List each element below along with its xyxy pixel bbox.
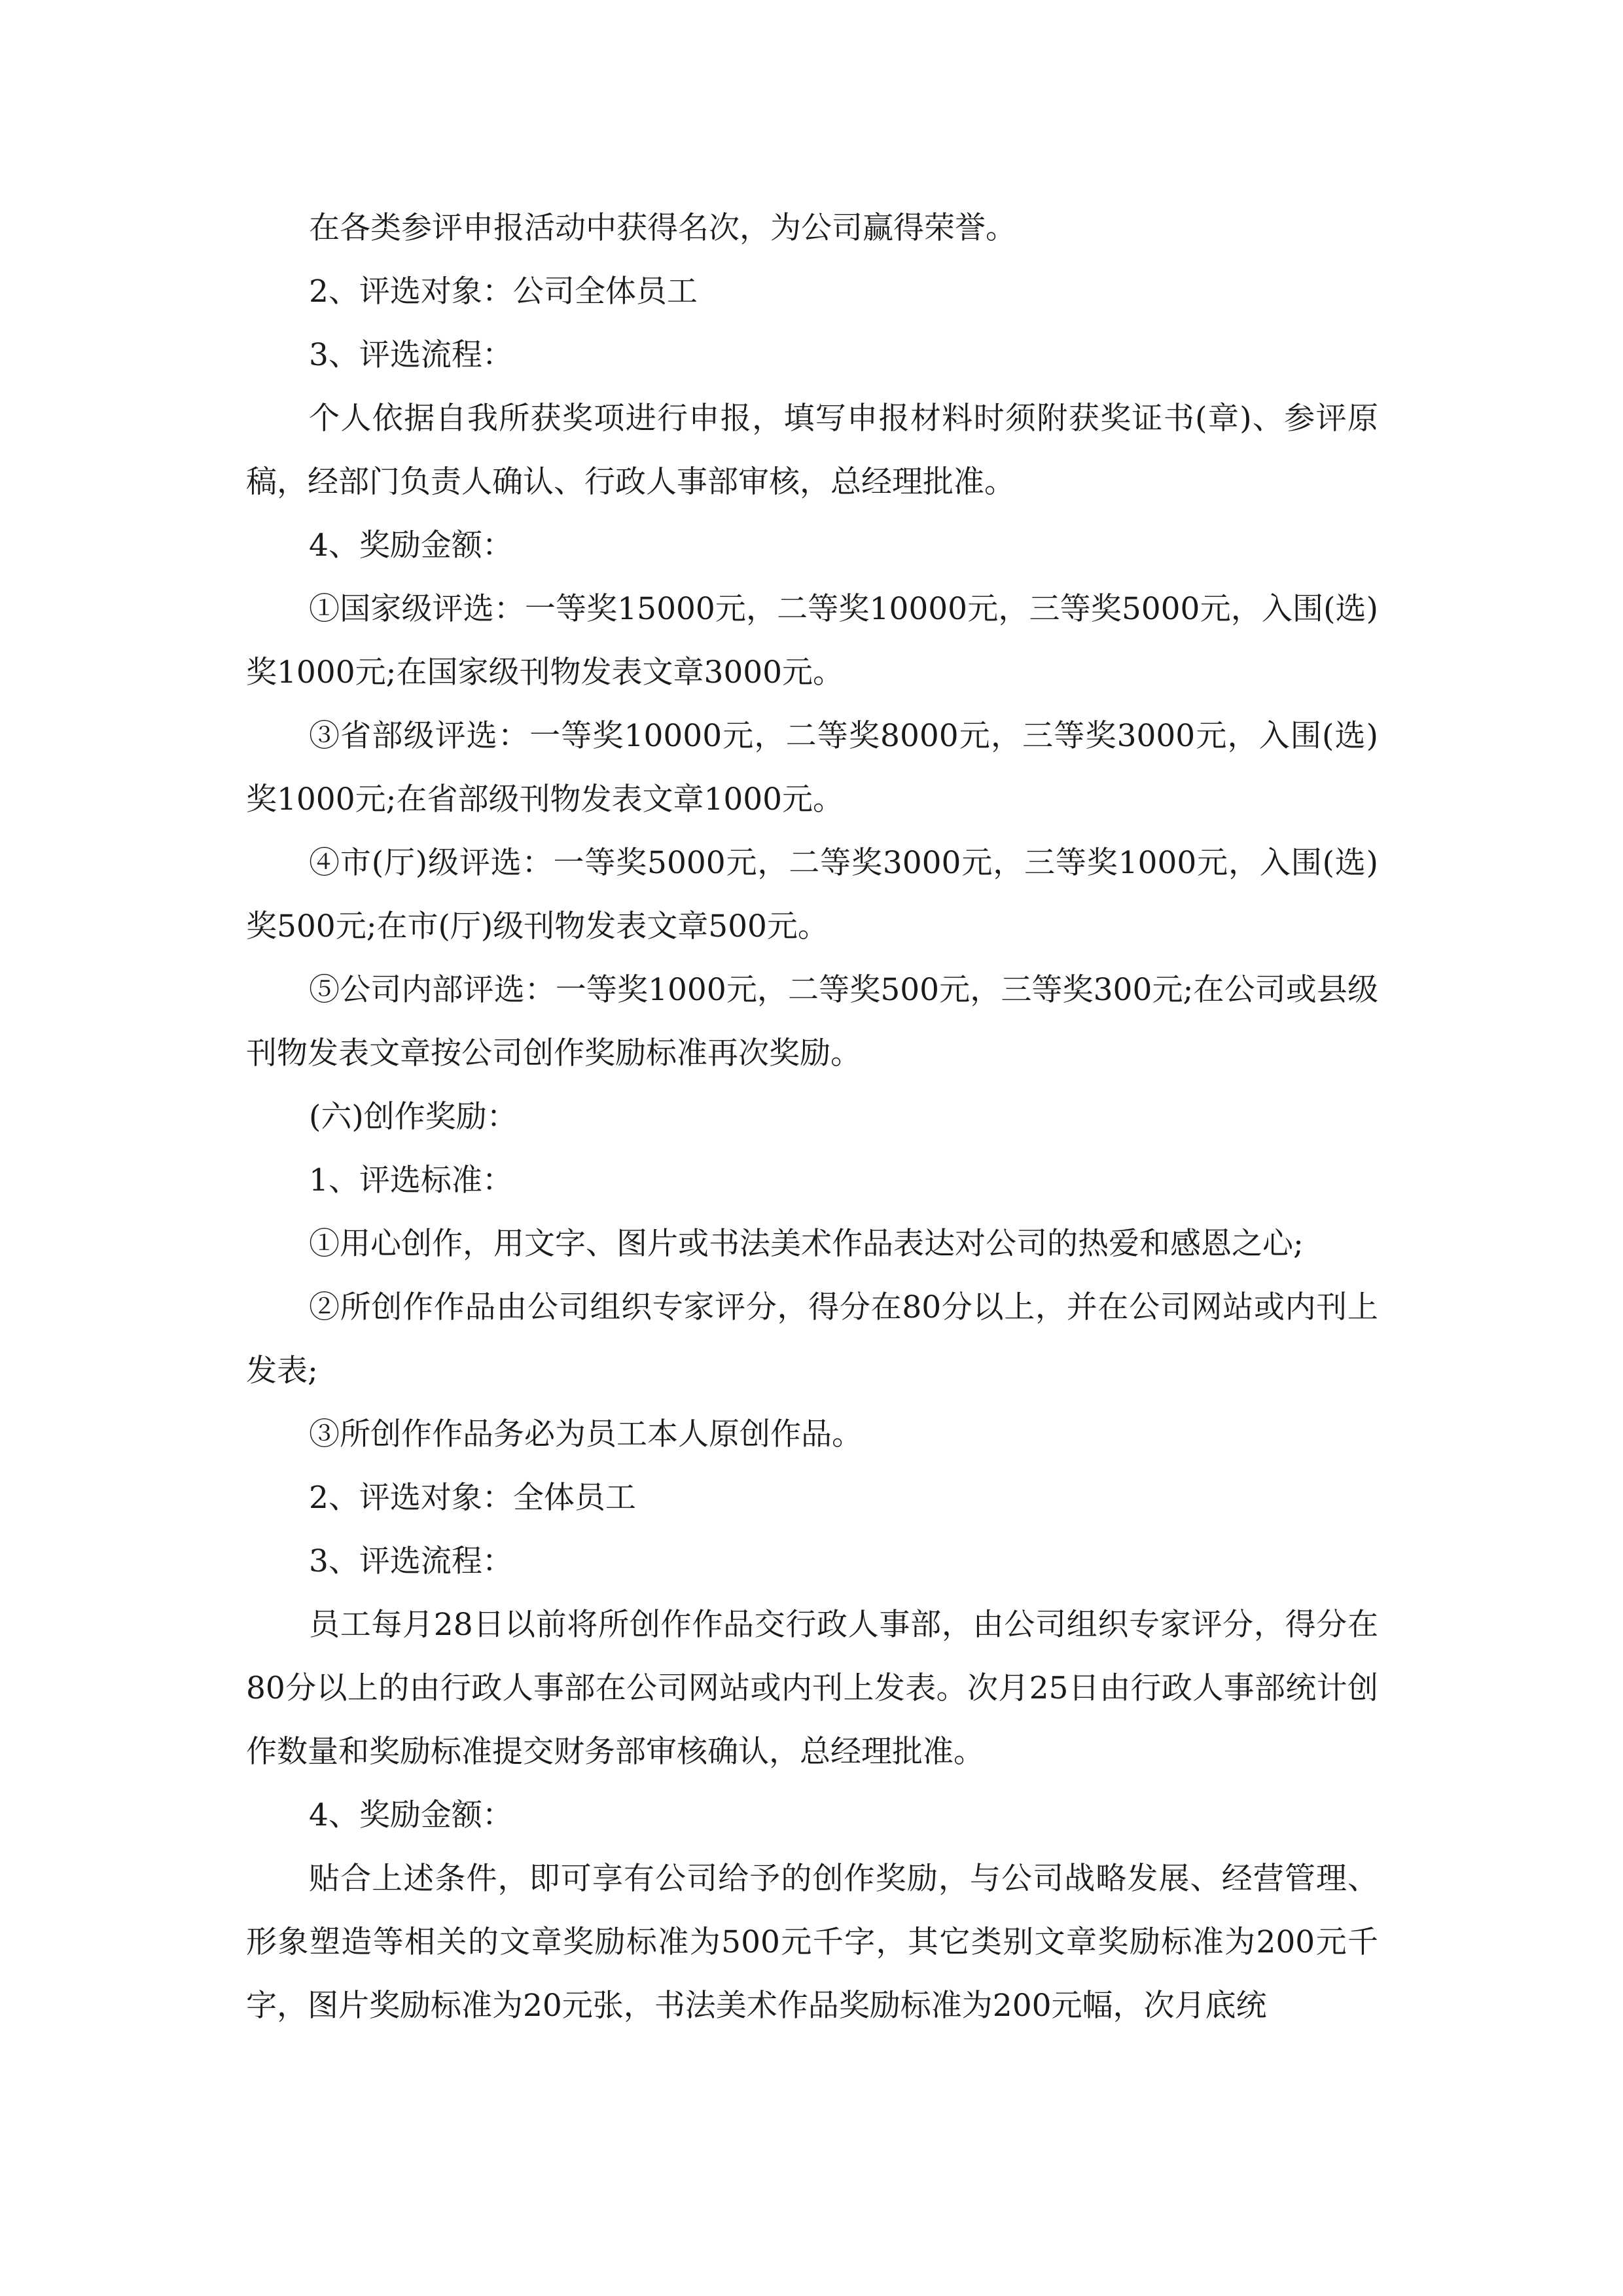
paragraph: (六)创作奖励： <box>309 1099 518 1135</box>
paragraph: ④市(厅)级评选：一等奖5000元，二等奖3000元，三等奖1000元，入围(选)奖500元;在市(厅)级刊物发表文章500元。 <box>246 845 1378 944</box>
paragraph: ①用心创作，用文字、图片或书法美术作品表达对公司的热爱和感恩之心; <box>309 1226 1304 1262</box>
paragraph: 个人依据自我所获奖项进行申报，填写申报材料时须附获奖证书(章)、参评原稿，经部门负责人确认、行政人事部审核，总经理批准。 <box>246 401 1378 500</box>
paragraph: 员工每月28日以前将所创作作品交行政人事部，由公司组织专家评分，得分在80分以上的由行政人事部在公司网站或内刊上发表。次月25日由行政人事部统计创作数量和奖励标准提交财务部审核确认，总经理批准。 <box>246 1607 1378 1770</box>
paragraph: 4、奖励金额： <box>309 528 513 564</box>
paragraph: 4、奖励金额： <box>309 1797 513 1833</box>
paragraph: 在各类参评申报活动中获得名次，为公司赢得荣誉。 <box>309 210 1016 246</box>
paragraph: 2、评选对象：公司全体员工 <box>309 274 698 310</box>
paragraph: 1、评选标准： <box>309 1162 513 1198</box>
paragraph: 3、评选流程： <box>309 1543 513 1579</box>
paragraph: 2、评选对象：全体员工 <box>309 1480 636 1516</box>
paragraph: ③所创作作品务必为员工本人原创作品。 <box>309 1416 863 1452</box>
paragraph: 贴合上述条件，即可享有公司给予的创作奖励，与公司战略发展、经营管理、形象塑造等相关的文章奖励标准为500元千字，其它类别文章奖励标准为200元千字，图片奖励标准为20元张，书法美术作品奖励标准为200元幅，次月底统 <box>246 1861 1378 2024</box>
paragraph: ⑤公司内部评选：一等奖1000元，二等奖500元，三等奖300元;在公司或县级刊物发表文章按公司创作奖励标准再次奖励。 <box>246 972 1378 1071</box>
document-body <box>246 196 1378 2037</box>
paragraph: 3、评选流程： <box>309 337 513 373</box>
paragraph: ②所创作作品由公司组织专家评分，得分在80分以上，并在公司网站或内刊上发表; <box>246 1289 1378 1389</box>
paragraph: ③省部级评选：一等奖10000元，二等奖8000元，三等奖3000元，入围(选)奖1000元;在省部级刊物发表文章1000元。 <box>246 718 1378 817</box>
paragraph: ①国家级评选：一等奖15000元，二等奖10000元，三等奖5000元，入围(选)奖1000元;在国家级刊物发表文章3000元。 <box>246 591 1378 691</box>
